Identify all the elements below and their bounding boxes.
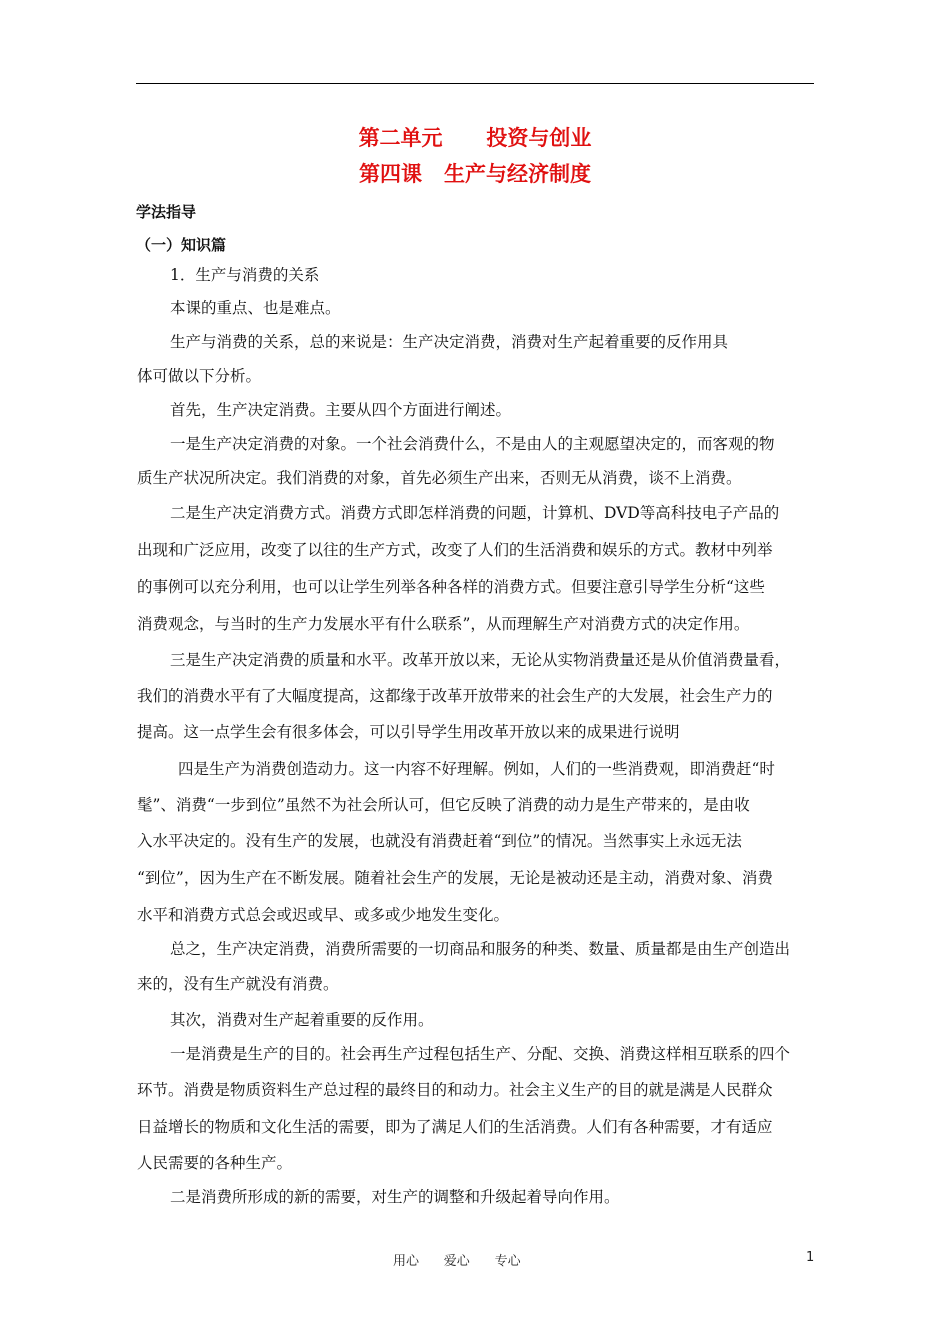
paragraph-line: 来的，没有生产就没有消费。 xyxy=(137,975,339,993)
paragraph-line: 总之，生产决定消费，消费所需要的一切商品和服务的种类、数量、质量都是由生产创造出 xyxy=(170,940,791,958)
paragraph-line: 质生产状况所决定。我们消费的对象，首先必须生产出来，否则无从消费，谈不上消费。 xyxy=(137,469,742,487)
unit-title: 第二单元 投资与创业 xyxy=(358,126,592,150)
paragraph-line: 髦”、消费“一步到位”虽然不为社会所认可，但它反映了消费的动力是生产带来的，是由收 xyxy=(137,796,750,814)
lesson-title: 第四课 生产与经济制度 xyxy=(359,162,591,186)
paragraph-line: 提高。这一点学生会有很多体会，可以引导学生用改革开放以来的成果进行说明 xyxy=(137,723,680,741)
paragraph-line: 环节。消费是物质资料生产总过程的最终目的和动力。社会主义生产的目的就是满是人民群众 xyxy=(137,1081,773,1099)
paragraph-line: 本课的重点、也是难点。 xyxy=(170,299,341,317)
paragraph-line: 出现和广泛应用，改变了以往的生产方式，改变了人们的生活消费和娱乐的方式。教材中列举 xyxy=(137,541,773,559)
paragraph-line: “到位”，因为生产在不断发展。随着社会生产的发展，无论是被动还是主动，消费对象、消费 xyxy=(137,869,773,887)
paragraph-line: 四是生产为消费创造动力。这一内容不好理解。例如，人们的一些消费观，即消费赶“时 xyxy=(178,760,775,778)
paragraph-line: 水平和消费方式总会或迟或早、或多或少地发生变化。 xyxy=(137,906,510,924)
footer-motto: 用心 爱心 专心 xyxy=(393,1254,521,1269)
list-item-heading: 1．生产与消费的关系 xyxy=(170,266,320,284)
section-heading: 学法指导 xyxy=(136,203,197,221)
paragraph-line: 一是消费是生产的目的。社会再生产过程包括生产、分配、交换、消费这样相互联系的四个 xyxy=(170,1045,791,1063)
paragraph-line: 体可做以下分析。 xyxy=(137,367,262,385)
paragraph-line: 入水平决定的。没有生产的发展，也就没有消费赶着“到位”的情况。当然事实上永远无法 xyxy=(137,832,742,850)
page-number: 1 xyxy=(806,1250,815,1265)
paragraph-line: 三是生产决定消费的质量和水平。改革开放以来，无论从实物消费量还是从价值消费量看， xyxy=(170,651,791,669)
paragraph-line: 一是生产决定消费的对象。一个社会消费什么，不是由人的主观愿望决定的，而客观的物 xyxy=(170,435,775,453)
paragraph-line: 二是消费所形成的新的需要，对生产的调整和升级起着导向作用。 xyxy=(170,1188,620,1206)
header-rule xyxy=(136,83,814,84)
paragraph-line: 二是生产决定消费方式。消费方式即怎样消费的问题，计算机、DVD等高科技电子产品的 xyxy=(170,504,780,522)
paragraph-line: 我们的消费水平有了大幅度提高，这都缘于改革开放带来的社会生产的大发展，社会生产力的 xyxy=(137,687,773,705)
paragraph-line: 其次，消费对生产起着重要的反作用。 xyxy=(170,1011,434,1029)
paragraph-line: 消费观念，与当时的生产力发展水平有什么联系”，从而理解生产对消费方式的决定作用。 xyxy=(137,615,750,633)
subsection-heading: （一）知识篇 xyxy=(136,236,227,254)
paragraph-line: 的事例可以充分利用，也可以让学生列举各种各样的消费方式。但要注意引导学生分析“这些 xyxy=(137,578,765,596)
paragraph-line: 生产与消费的关系，总的来说是：生产决定消费，消费对生产起着重要的反作用具 xyxy=(170,333,729,351)
paragraph-line: 日益增长的物质和文化生活的需要，即为了满足人们的生活消费。人们有各种需要，才有适应 xyxy=(137,1118,773,1136)
paragraph-line: 首先，生产决定消费。主要从四个方面进行阐述。 xyxy=(170,401,512,419)
paragraph-line: 人民需要的各种生产。 xyxy=(137,1154,293,1172)
